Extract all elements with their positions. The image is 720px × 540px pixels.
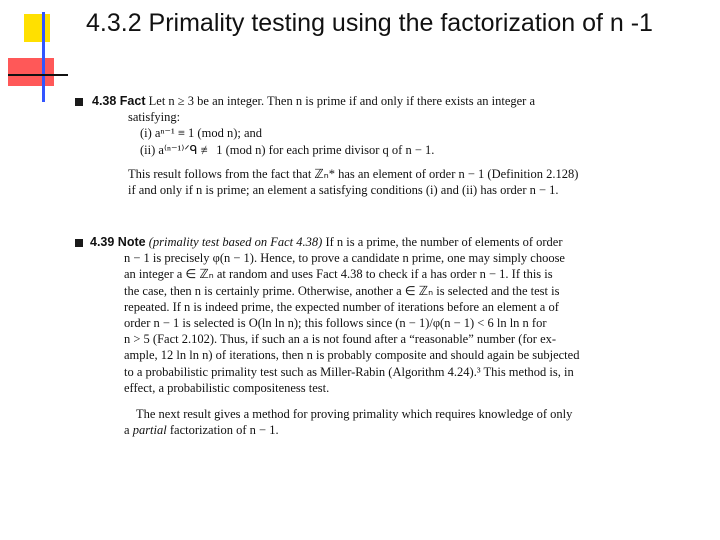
note-next-2 bbox=[90, 422, 650, 438]
note-line-8: ample, 12 ln ln n) of iterations, then n is probably composite and should again be subjected bbox=[124, 348, 580, 363]
note-line-1-rest: If n is a prime, the number of elements of order bbox=[325, 235, 563, 249]
fact-followup-1: This result follows from the fact that ℤₙ* has an element of order n − 1 (Definition 2.128) bbox=[128, 166, 579, 181]
fact-label: 4.38 Fact bbox=[92, 94, 146, 108]
note-4-39 bbox=[90, 234, 650, 438]
note-line-9: to a probabilistic primality test such as Miller-Rabin (Algorithm 4.24).³ This method is, in bbox=[124, 364, 574, 379]
note-line-10: effect, a probabilistic compositeness test. bbox=[124, 380, 330, 395]
note-line-1 bbox=[90, 234, 650, 250]
note-line-2: n − 1 is precisely φ(n − 1). Hence, to prove a candidate n prime, one may simply choose bbox=[124, 251, 565, 266]
fact-followup-2: if and only if n is prime; an element a satisfying conditions (i) and (ii) has order n − 1. bbox=[128, 183, 559, 198]
note-next-1: The next result gives a method for proving primality which requires knowledge of only bbox=[136, 407, 573, 422]
note-label: 4.39 Note bbox=[90, 235, 146, 249]
bullet-icon bbox=[75, 239, 83, 247]
note-line-5: repeated. If n is indeed prime, the expected number of iterations before an element a of bbox=[124, 299, 559, 314]
note-next-2-b: factorization of n − 1. bbox=[169, 423, 279, 438]
fact-line-1 bbox=[92, 93, 652, 109]
decorative-yellow-square bbox=[24, 14, 50, 42]
note-line-6: order n − 1 is selected is O(ln ln n); this follows since (n − 1)/φ(n − 1) < 6 ln ln n for bbox=[124, 316, 547, 331]
note-line-3: an integer a ∈ ℤₙ at random and uses Fact 4.38 to check if a has order n − 1. If this is bbox=[124, 267, 553, 282]
decorative-red-square bbox=[8, 58, 54, 86]
fact-4-38 bbox=[92, 93, 652, 198]
note-heading: (primality test based on Fact 4.38) bbox=[148, 235, 323, 249]
fact-statement: Let n ≥ 3 be an integer. Then n is prime if and only if there exists an integer a bbox=[148, 94, 536, 108]
fact-line-2: satisfying: bbox=[128, 110, 181, 125]
fact-condition-1: (i) aⁿ⁻¹ ≡ 1 (mod n); and bbox=[140, 126, 262, 141]
note-line-7: n > 5 (Fact 2.102). Thus, if such an a is not found after a “reasonable” number (for ex- bbox=[124, 332, 557, 347]
decorative-horizontal-line bbox=[8, 74, 68, 76]
note-next-2-a: a bbox=[124, 423, 130, 438]
note-next-2-partial: partial bbox=[132, 423, 167, 438]
decorative-vertical-line bbox=[42, 12, 45, 102]
note-line-4: the case, then n is certainly prime. Otherwise, another a ∈ ℤₙ is selected and the test is bbox=[124, 283, 560, 298]
fact-condition-2: (ii) a⁽ⁿ⁻¹⁾ᐟᑫ ≢ 1 (mod n) for each prime divisor q of n − 1. bbox=[140, 142, 435, 157]
slide-title: 4.3.2 Primality testing using the factorization of n -1 bbox=[86, 9, 653, 37]
bullet-icon bbox=[75, 98, 83, 106]
